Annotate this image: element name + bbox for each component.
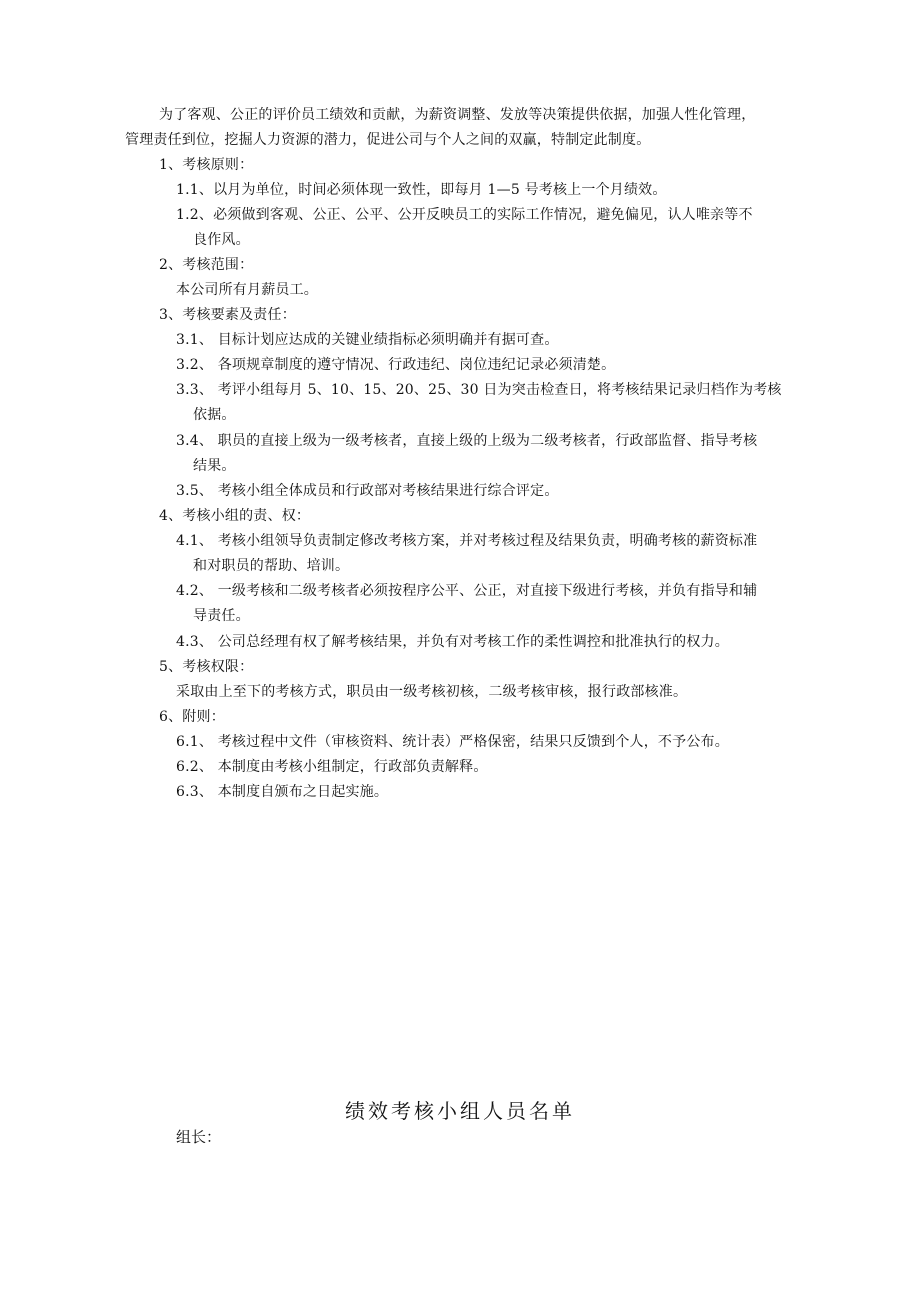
clause-6-2: 6.2、 本制度由考核小组制定，行政部负责解释。: [176, 759, 488, 775]
clause-4-1-continuation: 和对职员的帮助、培训。: [193, 558, 350, 574]
clause-1-2: 1.2、必须做到客观、公正、公平、公开反映员工的实际工作情况，避免偏见，认人唯亲等不: [176, 207, 753, 223]
intro-paragraph-line-1: 为了客观、公正的评价员工绩效和贡献，为薪资调整、发放等决策提供依据，加强人性化管理，: [159, 107, 756, 123]
section-6-heading: 6、附则：: [159, 709, 225, 725]
clause-4-1: 4.1、 考核小组领导负责制定修改考核方案，并对考核过程及结果负责，明确考核的薪资标准: [176, 533, 758, 549]
clause-3-2: 3.2、 各项规章制度的遵守情况、行政违纪、岗位违纪记录必须清楚。: [176, 357, 616, 373]
section-4-heading: 4、考核小组的责、权：: [159, 508, 311, 524]
clause-6-3: 6.3、 本制度自颁布之日起实施。: [176, 784, 389, 800]
clause-3-5: 3.5、 考核小组全体成员和行政部对考核结果进行综合评定。: [176, 483, 559, 499]
clause-3-3: 3.3、 考评小组每月 5、10、15、20、25、30 日为突击检查日，将考核结果记录归档作为考核: [176, 382, 782, 398]
clause-4-2-continuation: 导责任。: [193, 608, 250, 624]
section-1-heading: 1、考核原则：: [159, 157, 254, 173]
intro-paragraph-line-2: 管理责任到位，挖掘人力资源的潜力，促进公司与个人之间的双赢，特制定此制度。: [125, 132, 651, 148]
section-2-heading: 2、考核范围：: [159, 257, 254, 273]
section-3-heading: 3、考核要素及责任：: [159, 307, 296, 323]
roster-title: 绩效考核小组人员名单: [345, 1099, 575, 1123]
clause-1-2-continuation: 良作风。: [193, 232, 250, 248]
section-2-body: 本公司所有月薪员工。: [176, 282, 318, 298]
clause-3-4: 3.4、 职员的直接上级为一级考核者，直接上级的上级为二级考核者，行政部监督、指导考核: [176, 433, 758, 449]
clause-3-1: 3.1、 目标计划应达成的关键业绩指标必须明确并有据可查。: [176, 332, 559, 348]
clause-4-3: 4.3、 公司总经理有权了解考核结果，并负有对考核工作的柔性调控和批准执行的权力。: [176, 634, 729, 650]
section-5-body: 采取由上至下的考核方式，职员由一级考核初核，二级考核审核，报行政部核准。: [176, 684, 688, 700]
clause-3-3-continuation: 依据。: [193, 407, 236, 423]
clause-6-1: 6.1、 考核过程中文件（审核资料、统计表）严格保密，结果只反馈到个人，不予公布。: [176, 734, 729, 750]
section-5-heading: 5、考核权限：: [159, 659, 254, 675]
clause-3-4-continuation: 结果。: [193, 458, 236, 474]
clause-4-2: 4.2、 一级考核和二级考核者必须按程序公平、公正，对直接下级进行考核，并负有指导和辅: [176, 583, 758, 599]
clause-1-1: 1.1、以月为单位，时间必须体现一致性，即每月 1—5 号考核上一个月绩效。: [176, 182, 667, 198]
group-leader-label: 组长：: [176, 1128, 222, 1146]
